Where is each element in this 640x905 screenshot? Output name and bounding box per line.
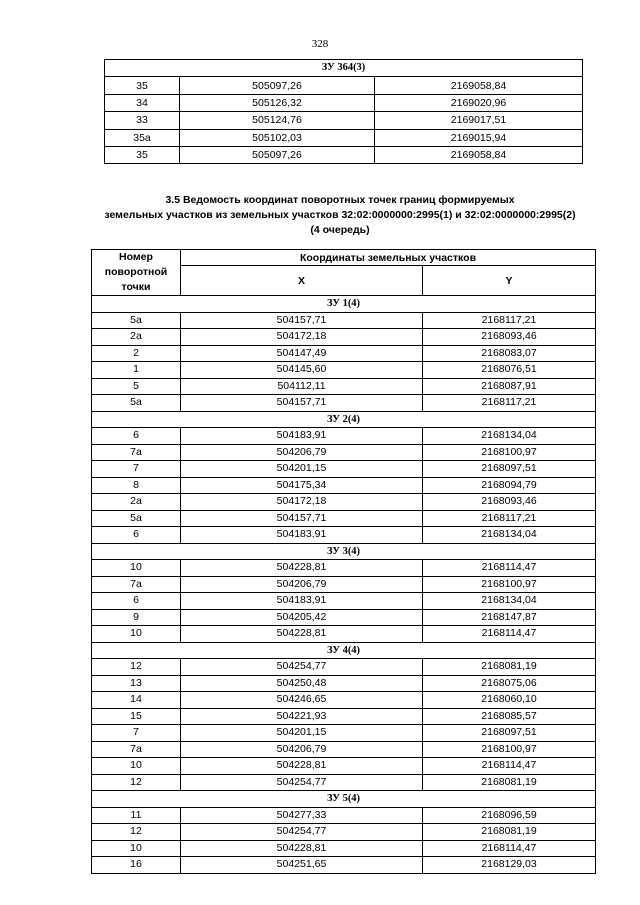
- x-coordinate-cell: 504254,77: [181, 824, 423, 841]
- x-coordinate-cell: 505097,26: [180, 146, 375, 163]
- y-coordinate-cell: 2168081,19: [423, 659, 596, 676]
- table-row: [105, 146, 583, 163]
- point-number-cell: 12: [92, 824, 181, 841]
- table-row: [92, 593, 596, 610]
- y-coordinate-cell: 2168114,47: [423, 560, 596, 577]
- point-number-cell: 35: [105, 77, 180, 94]
- point-number-cell: 16: [92, 857, 181, 874]
- table-row: [92, 609, 596, 626]
- section-header: ЗУ 2(4): [92, 411, 596, 428]
- point-number-cell: 34: [105, 94, 180, 111]
- table-row: [92, 692, 596, 709]
- point-number-cell: 6: [92, 593, 181, 610]
- page-number: 328: [311, 38, 329, 50]
- point-number-cell: 35а: [105, 129, 180, 146]
- header-y: Y: [423, 266, 596, 296]
- y-coordinate-cell: 2168076,51: [423, 362, 596, 379]
- table-row: [92, 477, 596, 494]
- table-row: [92, 527, 596, 544]
- point-number-cell: 6: [92, 428, 181, 445]
- point-number-cell: 15: [92, 708, 181, 725]
- y-coordinate-cell: 2168147,87: [423, 609, 596, 626]
- y-coordinate-cell: 2168134,04: [423, 428, 596, 445]
- x-coordinate-cell: 504147,49: [181, 345, 423, 362]
- x-coordinate-cell: 504157,71: [181, 312, 423, 329]
- y-coordinate-cell: 2169020,96: [375, 94, 583, 111]
- table-row: [92, 675, 596, 692]
- section-header: ЗУ 1(4): [92, 296, 596, 313]
- section-header: ЗУ 5(4): [92, 791, 596, 808]
- x-coordinate-cell: 504228,81: [181, 758, 423, 775]
- x-coordinate-cell: 505097,26: [180, 77, 375, 94]
- x-coordinate-cell: 504277,33: [181, 807, 423, 824]
- y-coordinate-cell: 2168100,97: [423, 576, 596, 593]
- x-coordinate-cell: 504206,79: [181, 741, 423, 758]
- point-number-cell: 10: [92, 758, 181, 775]
- y-coordinate-cell: 2168117,21: [423, 312, 596, 329]
- table-row: [92, 758, 596, 775]
- table-row: [92, 626, 596, 643]
- x-coordinate-cell: 504175,34: [181, 477, 423, 494]
- x-coordinate-cell: 504228,81: [181, 626, 423, 643]
- y-coordinate-cell: 2168114,47: [423, 840, 596, 857]
- table-row: [92, 444, 596, 461]
- header-coordinates: Координаты земельных участков: [181, 250, 596, 266]
- section-row: [92, 411, 596, 428]
- point-number-cell: 7а: [92, 741, 181, 758]
- section-title: [90, 193, 590, 238]
- x-coordinate-cell: 504183,91: [181, 428, 423, 445]
- y-coordinate-cell: 2168117,21: [423, 510, 596, 527]
- y-coordinate-cell: 2168060,10: [423, 692, 596, 709]
- point-number-cell: 5: [92, 378, 181, 395]
- y-coordinate-cell: 2168081,19: [423, 824, 596, 841]
- x-coordinate-cell: 504172,18: [181, 494, 423, 511]
- x-coordinate-cell: 504254,77: [181, 774, 423, 791]
- point-number-cell: 10: [92, 840, 181, 857]
- point-number-cell: 7а: [92, 576, 181, 593]
- table-row: [92, 428, 596, 445]
- x-coordinate-cell: 504112,11: [181, 378, 423, 395]
- y-coordinate-cell: 2168134,04: [423, 593, 596, 610]
- x-coordinate-cell: 504221,93: [181, 708, 423, 725]
- point-number-cell: 5а: [92, 510, 181, 527]
- section-row: [105, 60, 583, 77]
- x-coordinate-cell: 504251,65: [181, 857, 423, 874]
- section-header: ЗУ 364(3): [105, 60, 583, 77]
- point-number-cell: 12: [92, 774, 181, 791]
- point-number-cell: 10: [92, 626, 181, 643]
- point-number-cell: 14: [92, 692, 181, 709]
- table-row: [92, 461, 596, 478]
- table-row: [105, 77, 583, 94]
- y-coordinate-cell: 2168087,91: [423, 378, 596, 395]
- x-coordinate-cell: 504250,48: [181, 675, 423, 692]
- x-coordinate-cell: 504205,42: [181, 609, 423, 626]
- table-row: [92, 708, 596, 725]
- table-row: [105, 94, 583, 111]
- section-header: ЗУ 3(4): [92, 543, 596, 560]
- point-number-cell: 2а: [92, 329, 181, 346]
- point-number-cell: 2: [92, 345, 181, 362]
- y-coordinate-cell: 2168114,47: [423, 626, 596, 643]
- point-number-cell: 8: [92, 477, 181, 494]
- x-coordinate-cell: 504183,91: [181, 527, 423, 544]
- table-row: [92, 494, 596, 511]
- y-coordinate-cell: 2168129,03: [423, 857, 596, 874]
- table-row: [92, 345, 596, 362]
- x-coordinate-cell: 504206,79: [181, 444, 423, 461]
- title-line-3: (4 очередь): [310, 224, 370, 236]
- table-row: [105, 112, 583, 129]
- point-number-cell: 7: [92, 461, 181, 478]
- section-row: [92, 791, 596, 808]
- point-number-cell: 35: [105, 146, 180, 163]
- x-coordinate-cell: 504145,60: [181, 362, 423, 379]
- point-number-cell: 1: [92, 362, 181, 379]
- point-number-cell: 13: [92, 675, 181, 692]
- y-coordinate-cell: 2168114,47: [423, 758, 596, 775]
- y-coordinate-cell: 2168100,97: [423, 444, 596, 461]
- x-coordinate-cell: 504206,79: [181, 576, 423, 593]
- table-row: [92, 774, 596, 791]
- table-row: [92, 395, 596, 412]
- point-number-cell: 11: [92, 807, 181, 824]
- point-number-cell: 5а: [92, 312, 181, 329]
- point-number-cell: 7а: [92, 444, 181, 461]
- y-coordinate-cell: 2168097,51: [423, 461, 596, 478]
- table-row: [92, 741, 596, 758]
- title-line-1: 3.5 Ведомость координат поворотных точек границ формируемых: [165, 194, 515, 206]
- table-row: [92, 725, 596, 742]
- section-row: [92, 642, 596, 659]
- point-number-cell: 12: [92, 659, 181, 676]
- x-coordinate-cell: 504254,77: [181, 659, 423, 676]
- x-coordinate-cell: 505126,32: [180, 94, 375, 111]
- point-number-cell: 33: [105, 112, 180, 129]
- table-row: [92, 312, 596, 329]
- top-coordinates-table: [104, 59, 583, 164]
- y-coordinate-cell: 2168097,51: [423, 725, 596, 742]
- y-coordinate-cell: 2169017,51: [375, 112, 583, 129]
- y-coordinate-cell: 2168096,59: [423, 807, 596, 824]
- x-coordinate-cell: 505124,76: [180, 112, 375, 129]
- table-row: [92, 857, 596, 874]
- x-coordinate-cell: 504201,15: [181, 461, 423, 478]
- table-row: [92, 362, 596, 379]
- table-row: [92, 378, 596, 395]
- title-line-2: земельных участков из земельных участков 32:02:0000000:2995(1) и 32:02:0000000:2995(2): [104, 209, 576, 221]
- x-coordinate-cell: 505102,03: [180, 129, 375, 146]
- point-number-cell: 7: [92, 725, 181, 742]
- table-row: [92, 560, 596, 577]
- table-row: [92, 840, 596, 857]
- x-coordinate-cell: 504228,81: [181, 560, 423, 577]
- y-coordinate-cell: 2168094,79: [423, 477, 596, 494]
- y-coordinate-cell: 2168083,07: [423, 345, 596, 362]
- x-coordinate-cell: 504246,65: [181, 692, 423, 709]
- x-coordinate-cell: 504172,18: [181, 329, 423, 346]
- y-coordinate-cell: 2168134,04: [423, 527, 596, 544]
- main-coordinates-table: [91, 249, 596, 874]
- table-row: [92, 329, 596, 346]
- table-row: [92, 824, 596, 841]
- x-coordinate-cell: 504183,91: [181, 593, 423, 610]
- section-header: ЗУ 4(4): [92, 642, 596, 659]
- y-coordinate-cell: 2168100,97: [423, 741, 596, 758]
- y-coordinate-cell: 2168093,46: [423, 329, 596, 346]
- y-coordinate-cell: 2168093,46: [423, 494, 596, 511]
- x-coordinate-cell: 504157,71: [181, 395, 423, 412]
- y-coordinate-cell: 2169058,84: [375, 77, 583, 94]
- point-number-cell: 5а: [92, 395, 181, 412]
- y-coordinate-cell: 2168075,06: [423, 675, 596, 692]
- point-number-cell: 6: [92, 527, 181, 544]
- point-number-cell: 2а: [92, 494, 181, 511]
- table-row: [92, 807, 596, 824]
- y-coordinate-cell: 2168085,57: [423, 708, 596, 725]
- table-row: [92, 659, 596, 676]
- table-row: [92, 576, 596, 593]
- y-coordinate-cell: 2168117,21: [423, 395, 596, 412]
- point-number-cell: 10: [92, 560, 181, 577]
- section-row: [92, 296, 596, 313]
- x-coordinate-cell: 504201,15: [181, 725, 423, 742]
- y-coordinate-cell: 2168081,19: [423, 774, 596, 791]
- y-coordinate-cell: 2169015,94: [375, 129, 583, 146]
- section-row: [92, 543, 596, 560]
- header-point-number: Номер поворотной точки: [92, 250, 181, 296]
- x-coordinate-cell: 504228,81: [181, 840, 423, 857]
- y-coordinate-cell: 2169058,84: [375, 146, 583, 163]
- table-row: [92, 510, 596, 527]
- x-coordinate-cell: 504157,71: [181, 510, 423, 527]
- table-row: [105, 129, 583, 146]
- header-x: X: [181, 266, 423, 296]
- point-number-cell: 9: [92, 609, 181, 626]
